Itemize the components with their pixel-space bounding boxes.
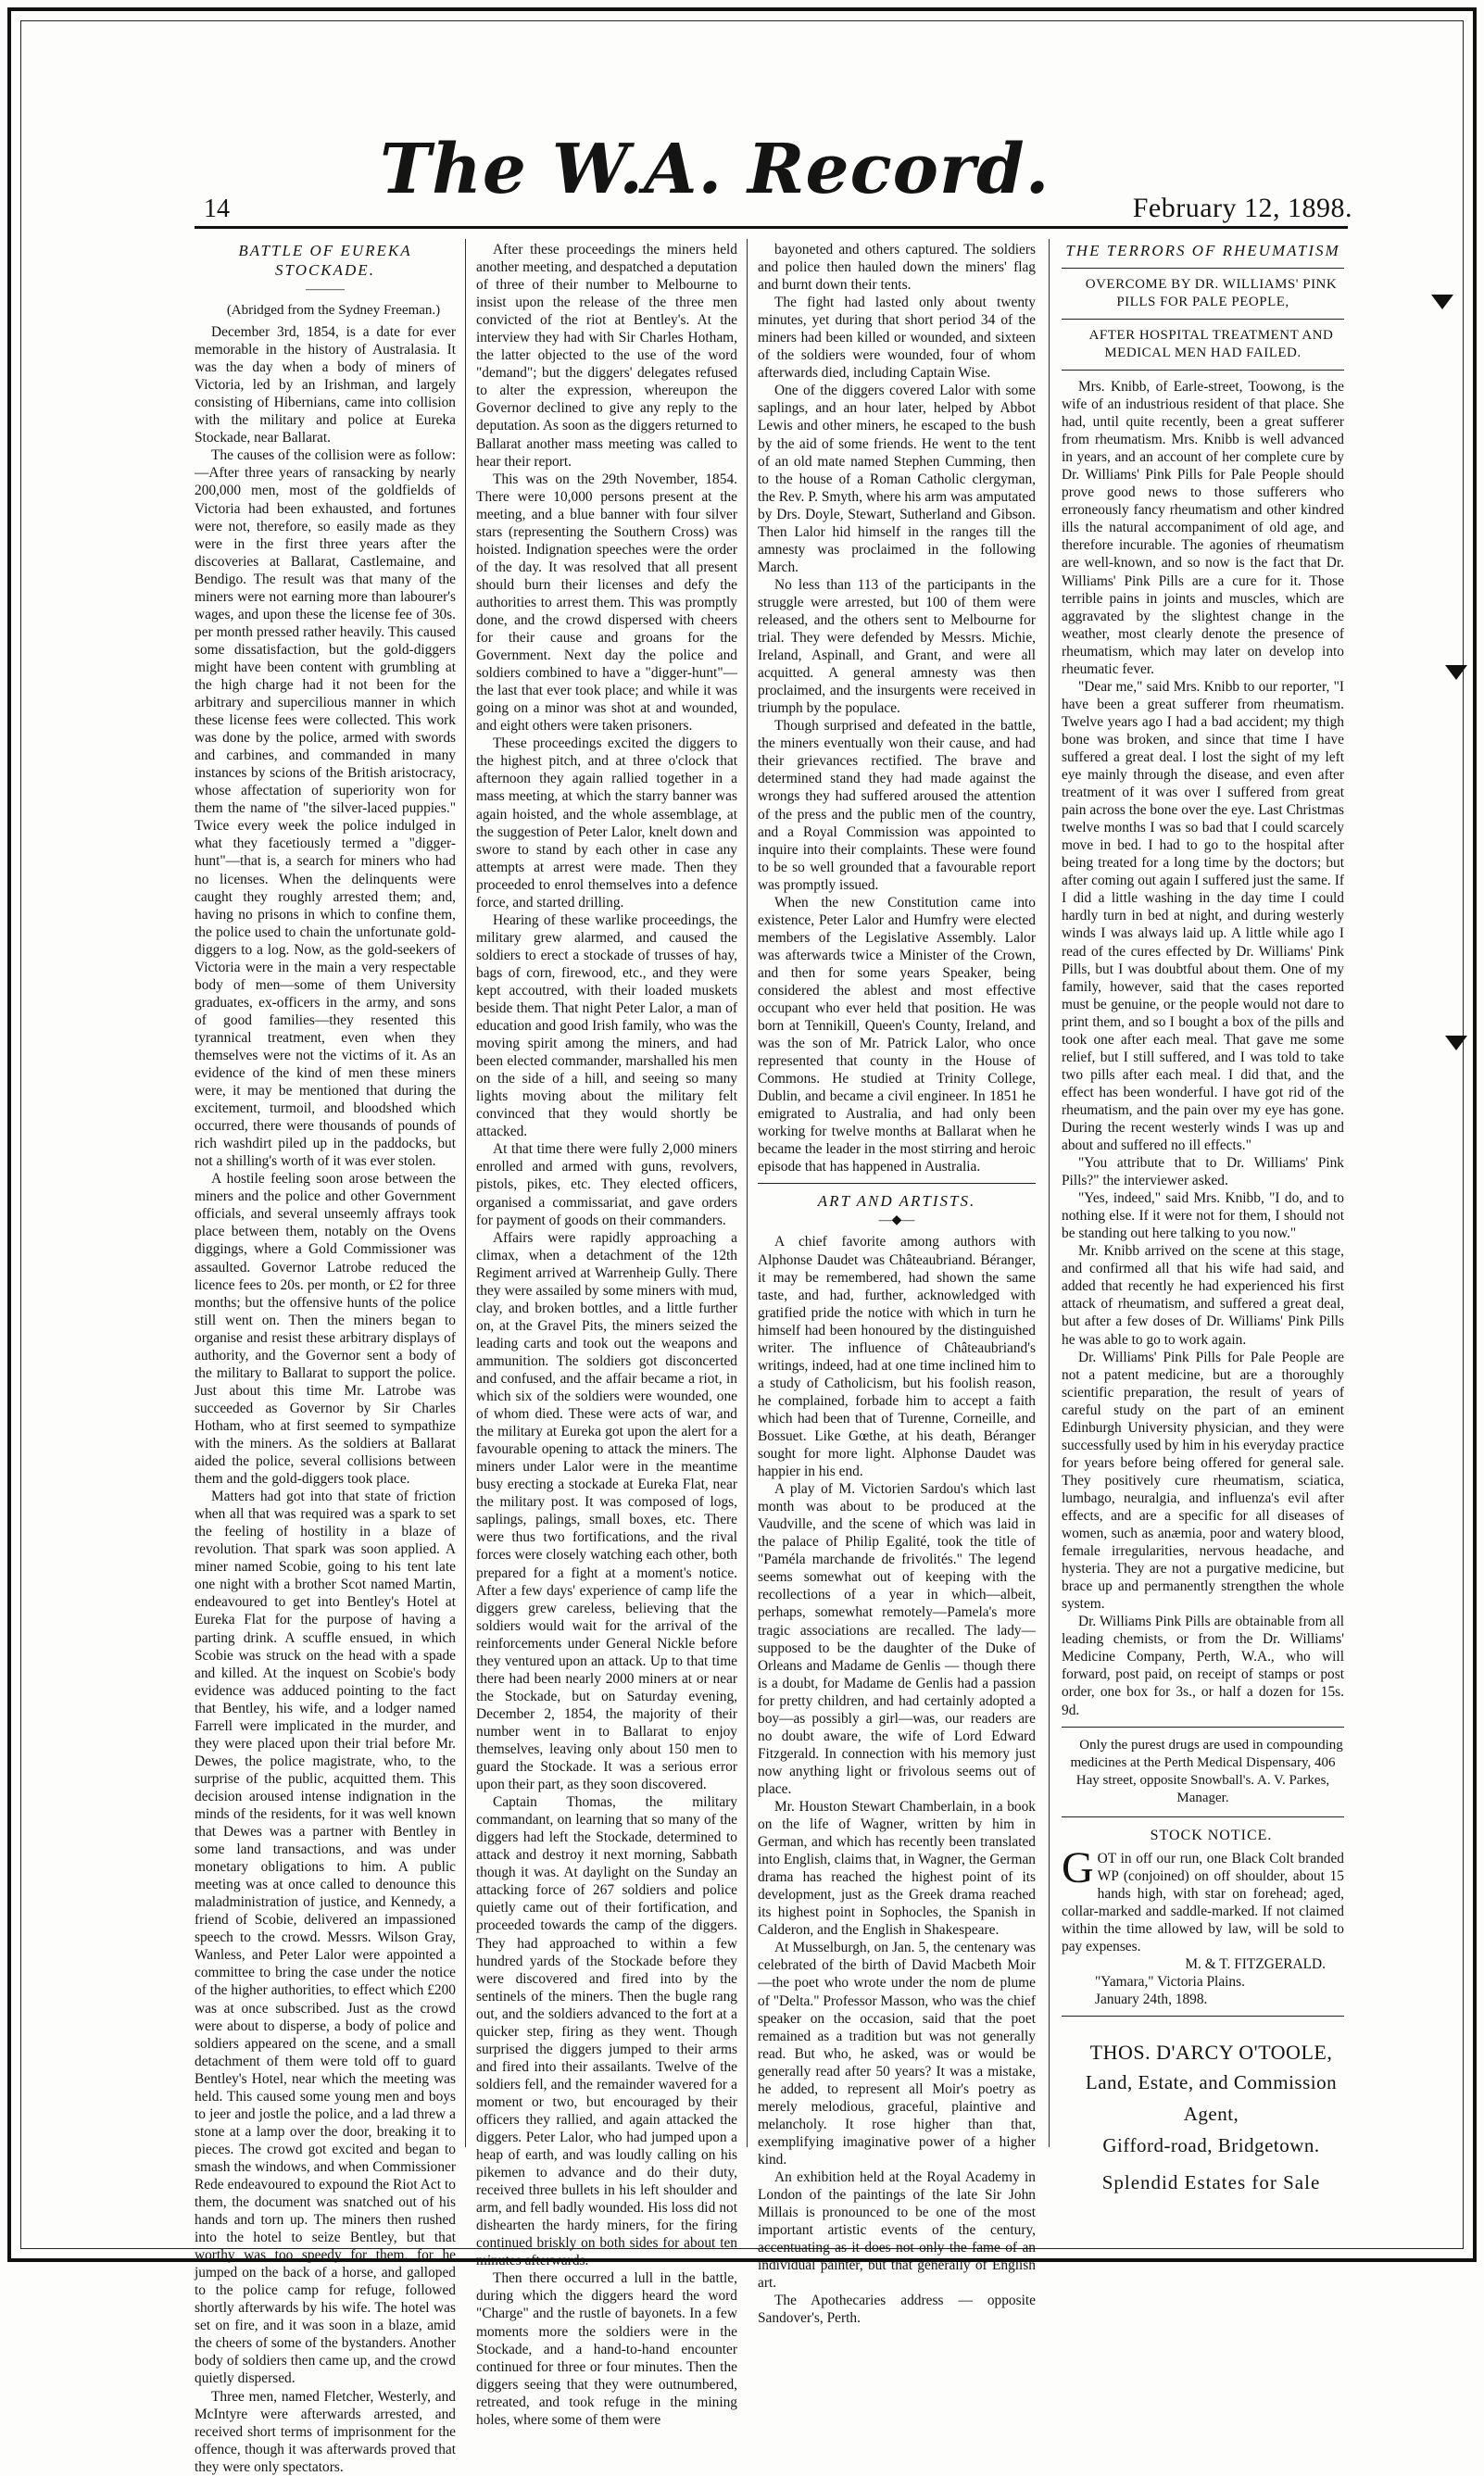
column-3 xyxy=(758,241,1037,2327)
paragraph: No less than 113 of the participants in the struggle were arrested, but 100 of them were released, and the others sent to Melbourne for trial. They were defended by Messrs. Michie, Ireland, Aspinall, and Grant, and were all acquitted. A general amnesty was then proclaimed, and the insurgents were received in triumph by the populace. xyxy=(758,576,1036,717)
stock-notice-body xyxy=(1062,1842,1344,1955)
article-heading-eureka: BATTLE OF EUREKA STOCKADE. xyxy=(238,242,412,279)
section-rule xyxy=(1062,2016,1344,2017)
dispensary-notice: Only the purest drugs are used in compounding medicines at the Perth Medical Dispensary, 406 Hay street, opposite Snowball's. A. V. Parkes, Manager. xyxy=(1070,1737,1343,1805)
paragraph: These proceedings excited the diggers to the highest pitch, and at three o'clock that afternoon they again rallied together in a mass meeting, at which the starry banner was again hoisted, and the whole assemblage, at the suggestion of Peter Lalor, knelt down and swore to stand by each other in case any attempts at arrest were made. Then they proceeded to enrol themselves into a defence force, and started drilling. xyxy=(476,735,737,911)
masthead-rule xyxy=(195,226,1348,229)
section-rule xyxy=(1062,1816,1344,1817)
section-rule xyxy=(1062,268,1344,269)
stock-notice-title: STOCK NOTICE. xyxy=(1150,1827,1273,1843)
paragraph: At Musselburgh, on Jan. 5, the centenary was celebrated of the birth of David Macbeth Moir—the poet who wrote under the nom de plume of "Delta." Professor Masson, who was the chief speaker on the occasion, said that the poet remained as a tradition but was not generally read. But who, he asked, was or would be generally read after 50 years? It was a mistake, he added, to represent all Moir's poetry as merely melodious, graceful, plaintive and melancholy. It rose higher than that, exemplifying imaginative power of a higher kind. xyxy=(758,1940,1036,2168)
heading-divider: ——— xyxy=(306,283,345,296)
article-source: (Abridged from the Sydney Freeman.) xyxy=(226,303,441,318)
paragraph: A chief favorite among authors with Alphonse Daudet was Châteaubriand. Béranger, it may be remembered, had shown the same taste, and had, further, acknowledged with gratified pride the notice with which in turn he himself had been honoured by the distinguished writer. The influence of Châteaubriand's writings, indeed, had at one time inclined him to a study of Catholicism, but his foolish reason, he complained, forbade him to accept a faith which had been that of Turenne, Corneille, and Bossuet. Like Gœthe, at his death, Béranger sought for more light. Alphonse Daudet was happier in his end. xyxy=(758,1234,1036,1480)
paragraph: One of the diggers covered Lalor with some saplings, and an hour later, helped by Abbot Lewis and other miners, he escaped to the bush by the aid of some friends. He went to the tent of an old mate named Stephen Cumming, then to the house of a Roman Catholic clergyman, the Rev. P. Smyth, where his arm was amputated by Drs. Doyle, Stewart, Sutherland and Gibson. Then Lalor hid himself in the ranges till the amnesty was proclaimed in the following March. xyxy=(758,383,1036,575)
agent-ad-name: THOS. D'ARCY O'TOOLE, xyxy=(1089,2041,1333,2065)
stock-notice-text: OT in off our run, one Black Colt branded WP (conjoined) on off shoulder, about 15 hands high, with star on forehead; aged, collar-marked and saddle-marked. If not claimed within the time allowed by law, will be sold to pay expenses. xyxy=(1062,1850,1344,1954)
stock-notice-signature: M. & T. FITZGERALD. xyxy=(1185,1955,1326,1972)
agent-ad-line: Land, Estate, and Commission xyxy=(1085,2071,1338,2094)
paragraph: After these proceedings the miners held another meeting, and despatched a deputation of three of their number to Melbourne to insist upon the release of the three men convicted of the riot at Bentley's. At the interview they had with Sir Charles Hotham, the latter objected to the use of the word "demand"; but the diggers' delegates refused to alter the expression, whereupon the Governor declined to give any reply to the deputation. As soon as the diggers returned to Ballarat another mass meeting was called to hear their report. xyxy=(476,242,737,470)
column-rule xyxy=(747,239,748,2147)
margin-mark xyxy=(1445,1036,1467,1050)
paragraph: Dr. Williams Pink Pills are obtainable from all leading chemists, or from the Dr. Williams' Medicine Company, Perth, W.A., who will forward, post paid, on receipt of stamps or post order, one box for 3s., or half a dozen for 15s. 9d. xyxy=(1062,1614,1344,1718)
paragraph: bayoneted and others captured. The soldiers and police then hauled down the miners' flag and burnt down their tents. xyxy=(758,242,1036,294)
paragraph: The Apothecaries address — opposite Sandover's, Perth. xyxy=(758,2293,1036,2327)
agent-ad-line: Splendid Estates for Sale xyxy=(1101,2171,1321,2194)
paragraph: An exhibition held at the Royal Academy in London of the paintings of the late Sir John Millais is pronounced to be one of the most important artistic events of the century, accentuating as it does not only the fame of an individual painter, but that generally of English art. xyxy=(758,2168,1036,2292)
stock-notice-date: January 24th, 1898. xyxy=(1095,1991,1208,2007)
paragraph: Mr. Knibb arrived on the scene at this stage, and confirmed all that his wife had said, and added that recently he had experienced his first attack of rheumatism, and suffered a great deal, but after a few doses of Dr. Williams' Pink Pills he was able to go to work again. xyxy=(1062,1243,1344,1348)
paragraph: Affairs were rapidly approaching a climax, when a detachment of the 12th Regiment arrived at Warrenheip Gully. There they were assailed by some miners with mud, clay, and broken bottles, and a little further on, at the Gravel Pits, the miners seized the leading carts and took out the weapons and ammunition. The soldiers got disconcerted and confused, and the affair became a riot, in which six of the soldiers were wounded, one of whom died. These were acts of war, and the military at Eureka got upon the alert for a favourable opening to attack the miners. The miners under Lalor were in the meantime busy erecting a stockade at Eureka Flat, near the military post. It was composed of logs, saplings, palings, small boxes, etc. There were thus two fortifications, and the rival forces were closely watching each other, both prepared for a fight at a moment's notice. After a few days' experience of camp life the diggers grew careless, believing that the soldiers would wait for the arrival of the reinforcements under General Nickle before they ventured upon an attack. Up to that time there had been nearly 2000 miners at or near the Stockade, but on Saturday evening, December 2, 1854, the majority of their number went in to Ballarat to enjoy themselves, leaving only about 150 men to guard the Stockade. It was a serious error upon their part, as they soon discovered. xyxy=(476,1229,737,1793)
paragraph: At that time there were fully 2,000 miners enrolled and armed with guns, revolvers, pistols, pikes, etc. They elected officers, organised a commissariat, and gave orders for payment of goods on their commanders. xyxy=(476,1141,737,1228)
paragraph: The fight had lasted only about twenty minutes, yet during that short period 34 of the miners had been killed or wounded, and sixteen of the soldiers were wounded, four of whom afterwards died, including Captain Wise. xyxy=(758,295,1036,382)
agent-ad-line: Gifford-road, Bridgetown. xyxy=(1102,2134,1320,2157)
page-number: 14 xyxy=(204,195,230,223)
stock-notice-place: "Yamara," Victoria Plains. xyxy=(1095,1973,1245,1990)
agent-ad-line: Agent, xyxy=(1183,2103,1239,2126)
paragraph: Dr. Williams' Pink Pills for Pale People are not a patent medicine, but are a thoroughly scientific preparation, the result of years of careful study on the part of an eminent Edinburgh University physician, and they were successfully used by him in his everyday practice for years before being offered for general sale. They positively cure rheumatism, sciatica, lumbago, neuralgia, and influenza's evil after effects, and are a specific for all diseases of women, such as anæmia, poor and watery blood, female irregularities, nervous headache, and hysteria. They are not a purgative medicine, but brace up and permanently strengthen the whole system. xyxy=(1062,1349,1344,1613)
column-rule xyxy=(1049,239,1050,2147)
column-4 xyxy=(1062,241,1344,2194)
issue-date: February 12, 1898. xyxy=(1132,193,1352,223)
paragraph: "Yes, indeed," said Mrs. Knibb, "I do, and to nothing else. If it were not for them, I should not be standing out here talking to you now." xyxy=(1062,1190,1344,1242)
paragraph: Matters had got into that state of friction when all that was required was a spark to set the feeling of hostility in a blaze of revolution. That spark was soon applied. A miner named Scobie, going to his tent late one night with a brother Scot named Martin, endeavoured to get into Bentley's Hotel at Eureka Flat for the purpose of having a parting drink. A scuffle ensued, in which Scobie was struck on the head with a spade and killed. At the inquest on Scobie's body evidence was adduced pointing to the fact that Bentley, his wife, and a lodger named Farrell were implicated in the murder, and they were placed upon their trial before Mr. Dewes, the police magistrate, who, to the surprise of the public, acquitted them. This decision aroused intense indignation in the minds of the residents, for it was well known that Dewes was a partner with Bentley in some land transactions, and was under monetary obligations to him. A public meeting was at once called to denounce this maladministration of justice, and Kennedy, a friend of Scobie, delivered an impassioned speech to the crowd. Messrs. Wilson Gray, Wanless, and Peter Lalor were appointed a committee to bring the case under the notice of the higher authorities, to effect which £200 was at once subscribed. Just as the crowd were about to disperse, a body of police and soldiers appeared on the scene, and a small detachment of them were told off to guard Bentley's Hotel, near which the meeting was held. This caused some young men and boys to jeer and jostle the police, and a lad threw a stone at a lamp over the door, breaking it to pieces. The crowd got excited and began to smash the windows, and when Commissioner Rede endeavoured to expound the Riot Act to them, the document was snatched out of his hands and torn up. The miners then rushed into the hotel to seize Bentley, but that worthy was too speedy for them, for he jumped on the back of a horse, and galloped to the police camp for refuge, followed shortly afterwards by his wife. The hotel was set on fire, and it was soon in a blaze, amid the cheers of some of the bystanders. Another body of soldiers then came up, and the crowd quietly dispersed. xyxy=(195,1489,456,2387)
article-heading-art: ART AND ARTISTS. xyxy=(817,1192,976,1211)
paragraph: Captain Thomas, the military commandant, on learning that so many of the diggers had left the Stockade, determined to attack and destroy it next morning, Sabbath though it was. At daylight on the Sunday an attacking force of 267 soldiers and police quietly came out of their fortification, and proceeded towards the camp of the diggers. They had approached to within a few hundred yards of the Stockade before they were discovered and fired into by the sentinels of the miners. Then the bugle rang out, and the soldiers advanced to the fort at a quicker step, firing as they went. Though surprised the diggers jumped to their arms and fired into their assailants. Twelve of the soldiers fell, and the remainder wavered for a moment or two, but encouraged by their officers they rallied, and again attacked the diggers. Peter Lalor, who had jumped upon a heap of earth, and was loudly calling on his pikemen to advance and do their duty, received three bullets in his left shoulder and arm, and fell badly wounded. His loss did not dishearten the hardy miners, for the firing continued briskly on both sides for about ten minutes afterwards. xyxy=(476,1794,737,2269)
section-rule xyxy=(1062,319,1344,320)
section-rule xyxy=(1062,370,1344,371)
newspaper-title: The W.A. Record. xyxy=(380,130,1050,209)
column-1 xyxy=(195,241,456,2475)
paragraph: Hearing of these warlike proceedings, the military grew alarmed, and caused the soldiers to erect a stockade of trusses of hay, bags of corn, firewood, etc., and they were kept accoutred, with their loaded muskets beside them. That night Peter Lalor, a man of education and good Irish family, who was the moving spirit among the miners, and had been elected commander, marshalled his men on the side of a hill, and seeing so many lights moving about the military felt convinced that they would shortly be attacked. xyxy=(476,911,737,1140)
paragraph: A play of M. Victorien Sardou's which last month was about to be produced at the Vaudville, and the scene of which was laid in the palace of Philip Egalité, took the title of "Paméla marchande de frivolités." The legend seems somewhat out of keeping with the recollections of a year in which—albeit, perhaps, somewhat remotely—Pamela's more tragic associations are recalled. The lady—supposed to be the daughter of the Duke of Orleans and Madame de Genlis — though there is a doubt, for Madame de Genlis had a passion for pretty children, and had certainly adopted a boy—as possibly a girl—was, our readers are no doubt aware, the wife of Lord Edward Fitzgerald. In connection with his memory just now anything light or frivolous seems out of place. xyxy=(758,1481,1036,1797)
paragraph: Three men, named Fletcher, Westerly, and McIntyre were afterwards arrested, and received short terms of imprisonment for the offence, though it was afterwards proved that they were only spectators. xyxy=(195,2388,456,2475)
section-rule xyxy=(758,1183,1036,1184)
paragraph: "You attribute that to Dr. Williams' Pink Pills?" the interviewer asked. xyxy=(1062,1155,1344,1189)
margin-mark xyxy=(1431,295,1453,309)
paragraph: When the new Constitution came into existence, Peter Lalor and Humfry were elected members of the Legislative Assembly. Lalor was afterwards twice a Minister of the Crown, and then for some years Speaker, being considered the ablest and most effective occupant who ever held that position. He was born at Tennikill, Queen's County, Ireland, and was the son of Mr. Patrick Lalor, who once represented that county in the House of Commons. He studied at Trinity College, Dublin, and became a civil engineer. In 1851 he emigrated to Australia, and had only been working for twelve months at Ballarat when he became the leader in the most stirring and heroic episode that has happened in Australia. xyxy=(758,894,1037,1175)
column-rule xyxy=(465,239,466,2147)
advert-subhead: OVERCOME BY DR. WILLIAMS' PINK PILLS FOR PALE PEOPLE, xyxy=(1085,277,1338,309)
paragraph: "Dear me," said Mrs. Knibb to our reporter, "I have been a great sufferer from rheumatism. Twelve years ago I had a bad accident; my thigh bone was broken, and since that time I have suffered a great deal. I lost the sight of my left eye mainly through the disease, and even after treatment of it was over I suffered from great pain across the bone over the eye. Last Christmas twelve months I was so bad that I could scarcely move in bed. I had to go to the hospital after being treated for a long time by the doctors; but after coming out again I suffered just the same. If I did a little washing in the day time I could hardly turn in bed at night, and during westerly winds I was always laid up. A little while ago I read of the cures effected by Dr. Williams' Pink Pills, but I was doubtful about them. One of my family, however, said that the cases reported must be genuine, or the people would not dare to print them, and so I bought a box of the pills and took one after each meal. That gave me some relief, but I still suffered, and I was told to take two pills after each meal. I did that, and the effect has been wonderful. I have got rid of the rheumatism, and the pain over my eye has gone. During the recent westerly winds I was up and about and suffered no ill effects." xyxy=(1062,678,1344,1154)
paragraph: This was on the 29th November, 1854. There were 10,000 persons present at the meeting, and a blue banner with four silver stars (representing the Southern Cross) was hoisted. Indignation speeches were the order of the day. It was resolved that all present should burn their licenses and defy the authorities to arrest them. This was promptly done, and the crowd dispersed with cheers for their cause and groans for the Government. Next day the police and soldiers combined to have a "digger-hunt"—the last that ever took place; and while it was going on a minor was shot at and wounded, and eight others were taken prisoners. xyxy=(476,471,737,735)
paragraph: A hostile feeling soon arose between the miners and the police and other Government officials, and several unseemly affrays took place between them, notably on the Ovens diggings, where a Gold Commissioner was assaulted. Governor Latrobe reduced the licence fees to 20s. per month, or £2 for three months; but the offensive hunts of the police still went on. Then the miners began to organise and resist these arbitrary displays of authority, and the Governor sent a body of the military to Ballarat to support the police. Just about this time Mr. Latrobe was succeeded as Governor by Sir Charles Hotham, who at first seemed to sympathize with the miners. As the soldiers at Ballarat aided the police, several collisions between them and the gold-diggers took place. xyxy=(195,1171,456,1488)
section-rule xyxy=(1062,1727,1344,1728)
margin-mark xyxy=(1445,665,1467,680)
heading-divider: —◆— xyxy=(878,1213,915,1228)
paragraph: Though surprised and defeated in the battle, the miners eventually won their cause, and had their grievances rectified. The brave and determined stand they had made against the wrongs they had suffered aroused the attention of the press and the public men of the country, and a Royal Commission was appointed to inquire into their complaints. These were found to be so well grounded that a favourable report was promptly issued. xyxy=(758,718,1036,893)
paragraph: December 3rd, 1854, is a date for ever memorable in the history of Australasia. It was the day when a body of miners of Victoria, led by an Irishman, and largely consisting of Hibernians, came into collision with the military and police at Eureka Stockade, near Ballarat. xyxy=(195,324,456,446)
article-heading-rheumatism: THE TERRORS OF RHEUMATISM xyxy=(1065,242,1340,259)
column-2 xyxy=(476,241,737,2428)
advert-subhead: AFTER HOSPITAL TREATMENT AND MEDICAL MEN HAD FAILED. xyxy=(1088,328,1334,360)
paragraph: Mrs. Knibb, of Earle-street, Toowong, is the wife of an industrious resident of that place. She had, until quite recently, been a great sufferer from rheumatism. Mrs. Knibb is well advanced in years, and an account of her complete cure by Dr. Williams' Pink Pills for Pale People should prove good news to those sufferers who erroneously fancy rheumatism and other kindred ills the natural accompaniment of old age, and therefore incurable. The agonies of rheumatism are well-known, and so now is the fact that Dr. Williams' Pink Pills are a cure for it. Those terrible pains in joints and muscles, which are aggravated by the slightest change in the weather, most clearly denote the presence of rheumatism, which may later on develop into rheumatic fever. xyxy=(1062,379,1344,677)
drop-cap: G xyxy=(1062,1842,1094,1892)
masthead xyxy=(195,130,1352,222)
paragraph: Mr. Houston Stewart Chamberlain, in a book on the life of Wagner, written by him in German, and which has recently been translated into English, claims that, in Wagner, the German drama has reached the highest point of its development, just as the Greek drama reached its highest point in Sophocles, the Spanish in Calderon, and the English in Shakespeare. xyxy=(758,1798,1036,1939)
paragraph: The causes of the collision were as follow:—After three years of ransacking by nearly 200,000 men, most of the goldfields of Victoria had been exhausted, and fortunes were not, therefore, so easily made as they were in the first three years after the discoveries at Ballarat, Castlemaine, and Bendigo. The result was that many of the miners were not earning more than labourer's wages, and upon these the license fee of 30s. per month pressed rather heavily. This caused some dissatisfaction, but the gold-diggers might have been content with grumbling at the high charge had it not been for the arbitrary and supercilious manner in which these license fees were collected. This work was done by the police, armed with swords and carbines, and commanded in many instances by scions of the British aristocracy, whose affectation of superiority won for them the name of "the silver-laced puppies." Twice every week the police indulged in what they facetiously termed a "digger-hunt"—that is, a search for miners who had no licenses. When the delinquents were caught they roughly arrested them; and, having no prisons in which to confine them, the police used to chain the unfortunate gold-diggers to a log. Now, as the gold-seekers of Victoria were in the main a very respectable body of men—some of them University graduates, ex-officers in the army, and sons of good families—they resented this tyrannical treatment, even when they themselves were not the victims of it. As an evidence of the kind of men these miners were, it may be mentioned that during the excitement, turmoil, and bloodshed which occurred, there were thousands of pounds of rich washdirt piled up in the paddocks, but not a shilling's worth of it was ever stolen. xyxy=(195,447,456,1170)
paragraph: Then there occurred a lull in the battle, during which the diggers heard the word "Charge" and the rustle of bayonets. In a few moments more the soldiers were in the Stockade, and a hand-to-hand encounter continued for three or four minutes. Then the diggers seeing that they were outnumbered, retreated, and took refuge in the mining holes, where some of them were xyxy=(476,2270,737,2428)
